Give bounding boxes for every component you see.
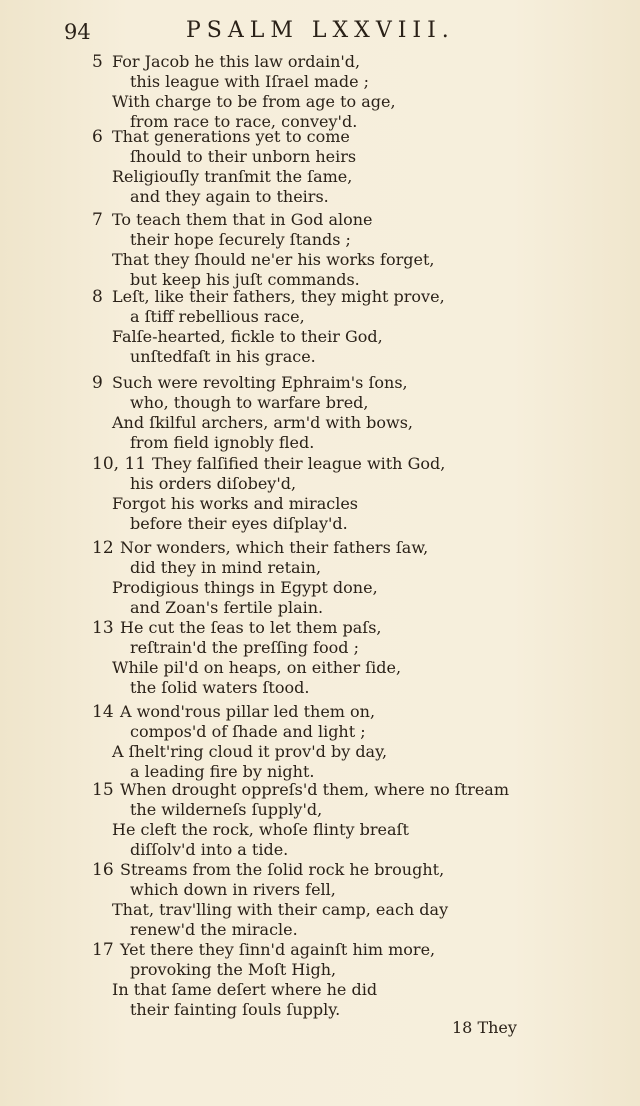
verse-line: With charge to be from age to age, [112,92,396,111]
verse-line: Streams from the ſolid rock he brought, [120,860,445,879]
verse-line: And ſkilful archers, arm'd with bows, [112,413,414,432]
verse-line: That, trav'lling with their camp, each day [112,900,449,919]
verse-line: but keep his juſt commands. [130,270,360,289]
verse-line: and they again to theirs. [130,187,329,206]
verse-line: their hope ſecurely ſtands ; [130,230,351,249]
verse-number: 16 [92,860,114,880]
verse-line: Nor wonders, which their fathers ſaw, [120,538,429,557]
verse-number: 7 [92,210,103,230]
verse-line: unſtedfaſt in his grace. [130,347,316,366]
verse-number: 17 [92,940,114,960]
verse-line: Religiouſly tranſmit the ſame, [112,167,353,186]
verse-number: 12 [92,538,114,558]
verse-line: from race to race, convey'd. [130,112,358,131]
verse-line: which down in rivers fell, [130,880,336,899]
verse-line: the wilderneſs ſupply'd, [130,800,323,819]
verse-number: 13 [92,618,114,638]
verse-line: the ſolid waters ſtood. [130,678,310,697]
verse-line: He cut the ſeas to let them paſs, [120,618,382,637]
verse-number: 9 [92,373,103,393]
verse-line: A wond'rous pillar led them on, [120,702,376,721]
verse-line: When drought oppreſs'd them, where no ſtream [120,780,510,799]
verse-line: Yet there they ſinn'd againſt him more, [120,940,436,959]
verse-line: compos'd of ſhade and light ; [130,722,366,741]
verse-line: renew'd the miracle. [130,920,298,939]
verse-line: a leading fire by night. [130,762,315,781]
verse-line: Such were revolting Ephraim's ſons, [112,373,408,392]
verse-line: In that ſame deſert where he did [112,980,378,999]
verse-line: He cleft the rock, whoſe flinty breaſt [112,820,409,839]
page-number: 94 [64,20,91,44]
verse-line: from field ignobly fled. [130,433,315,452]
verse-line: Leſt, like their fathers, they might prove, [112,287,445,306]
verse-line: before their eyes diſplay'd. [130,514,348,533]
verse-line: reſtrain'd the preſſing food ; [130,638,359,657]
page-title: PSALM LXXVIII. [186,18,455,43]
verse-line: To teach them that in God alone [112,210,373,229]
verse-line: They falſified their league with God, [152,454,446,473]
verse-number: 8 [92,287,103,307]
verse-line: their fainting ſouls ſupply. [130,1000,341,1019]
verse-number: 14 [92,702,114,722]
verse-line: While pil'd on heaps, on either ſide, [112,658,402,677]
verse-line: Falſe-hearted, fickle to their God, [112,327,383,346]
verse-line: a ſtiff rebellious race, [130,307,305,326]
verse-line: who, though to warfare bred, [130,393,369,412]
verse-line: diſſolv'd into a tide. [130,840,289,859]
verse-line: Forgot his works and miracles [112,494,358,513]
verse-line: Prodigious things in Egypt done, [112,578,378,597]
verse-line: provoking the Moſt High, [130,960,337,979]
catchword: 18 They [452,1018,517,1037]
verse-number: 5 [92,52,103,72]
verse-line: That generations yet to come [112,127,350,146]
verse-line: A ſhelt'ring cloud it prov'd by day, [112,742,388,761]
verse-number: 15 [92,780,114,800]
verse-number: 6 [92,127,103,147]
verse-number: 10, 11 [92,454,147,474]
verse-line: his orders diſobey'd, [130,474,297,493]
verse-line: and Zoan's fertile plain. [130,598,324,617]
verse-line: did they in mind retain, [130,558,322,577]
verse-line: this league with Iſrael made ; [130,72,370,91]
verse-line: ſhould to their unborn heirs [130,147,357,166]
verse-line: For Jacob he this law ordain'd, [112,52,361,71]
verse-line: That they ſhould ne'er his works forget, [112,250,435,269]
